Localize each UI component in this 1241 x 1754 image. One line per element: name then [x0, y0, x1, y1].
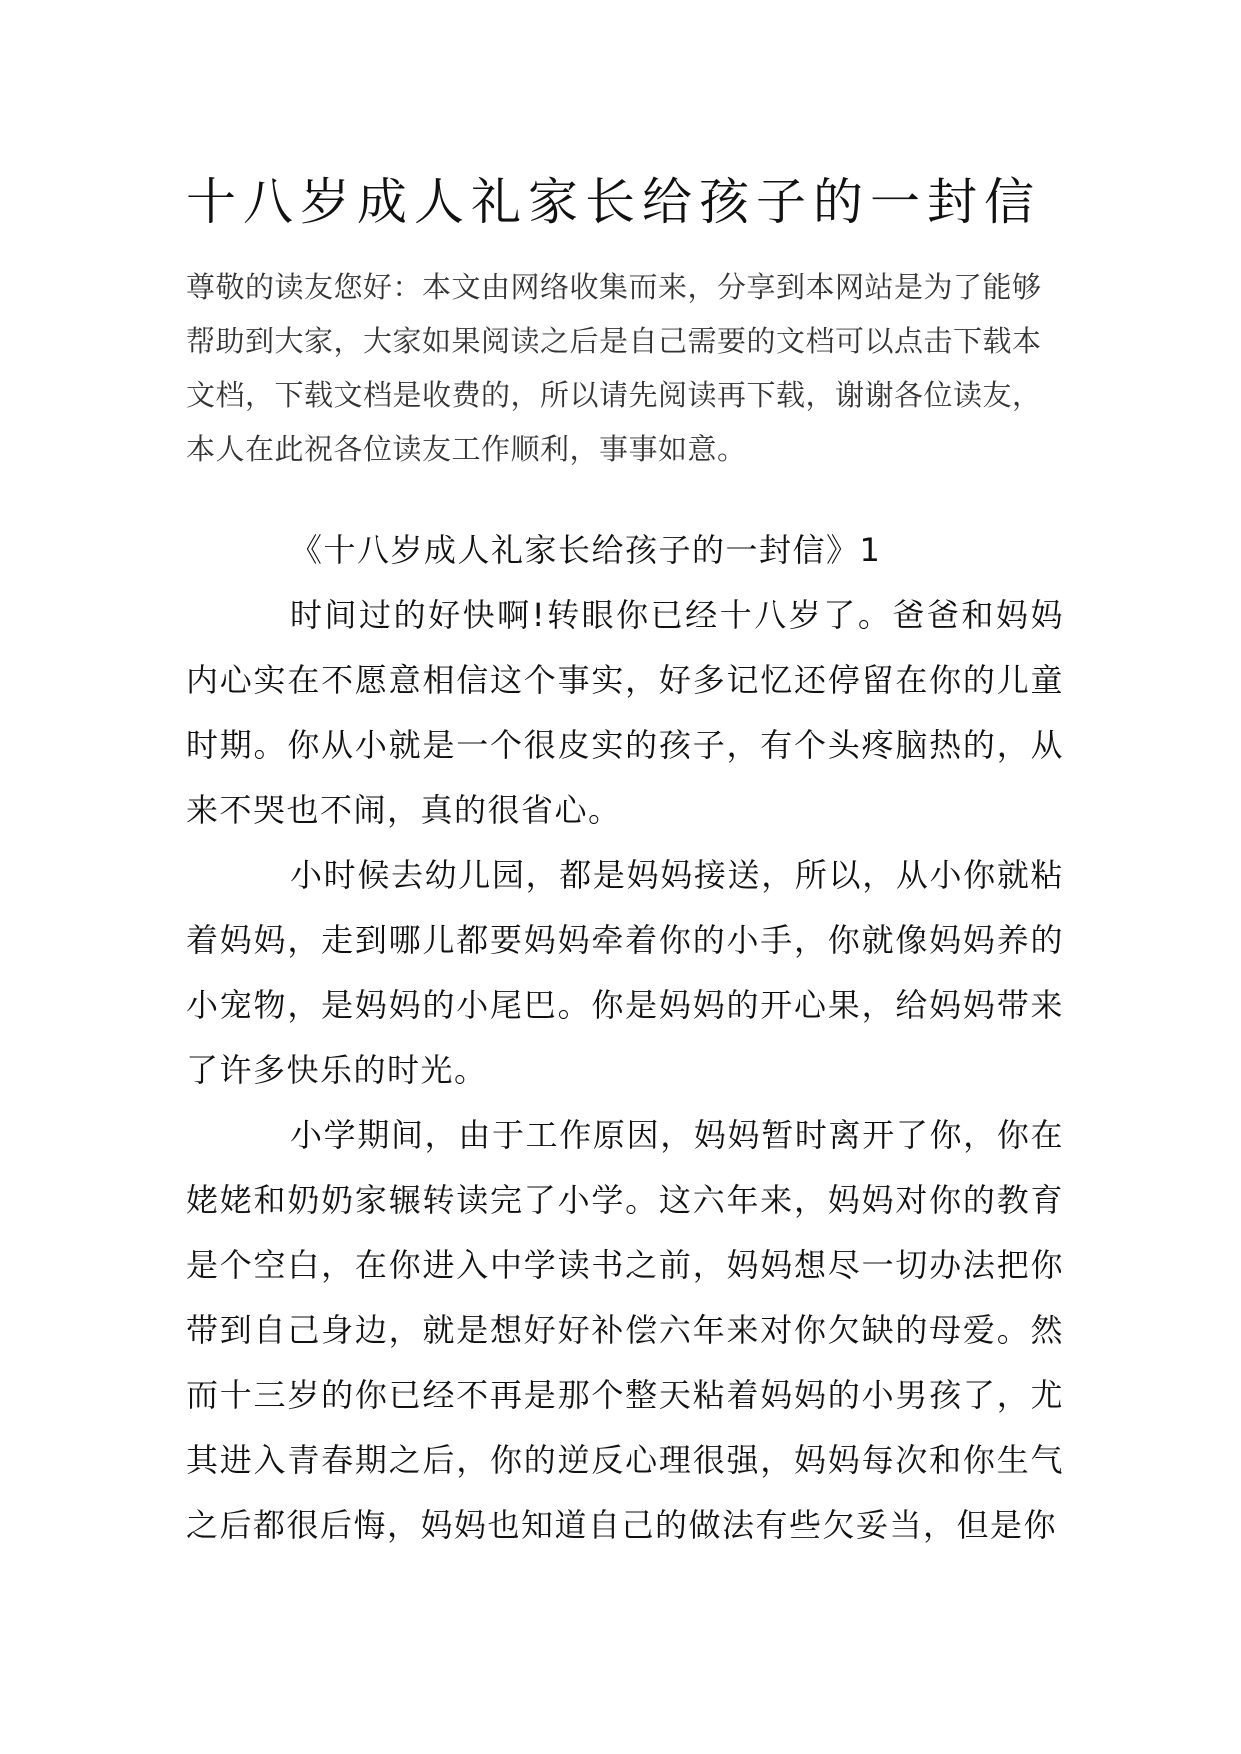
paragraph: 时间过的好快啊!转眼你已经十八岁了。爸爸和妈妈内心实在不愿意相信这个事实，好多记忆还停留在你的儿童时期。你从小就是一个很皮实的孩子，有个头疼脑热的，从来不哭也不闹，真的很省心。: [186, 596, 1064, 829]
paragraph: 小学期间，由于工作原因，妈妈暂时离开了你，你在姥姥和奶奶家辗转读完了小学。这六年来，妈妈对你的教育是个空白，在你进入中学读书之前，妈妈想尽一切办法把你带到自己身边，就是想好好补偿六年来对你欠缺的母爱。然而十三岁的你已经不再是那个整天粘着妈妈的小男孩了，尤其进入青春期之后，你的逆反心理很强，妈妈每次和你生气之后都很后悔，妈妈也知道自己的做法有些欠妥当，但是你: [186, 1116, 1064, 1544]
paragraph: 小时候去幼儿园，都是妈妈接送，所以，从小你就粘着妈妈，走到哪儿都要妈妈牵着你的小手，你就像妈妈养的小宠物，是妈妈的小尾巴。你是妈妈的开心果，给妈妈带来了许多快乐的时光。: [186, 856, 1064, 1089]
reader-notice: 尊敬的读友您好：本文由网络收集而来，分享到本网站是为了能够帮助到大家，大家如果阅读之后是自己需要的文档可以点击下载本文档，下载文档是收费的，所以请先阅读再下载，谢谢各位读友，本人在此祝各位读友工作顺利，事事如意。: [186, 270, 1042, 466]
letter-body: [186, 518, 1064, 1558]
document-title: 十八岁成人礼家长给孩子的一封信: [186, 173, 1041, 231]
letter-heading: 《十八岁成人礼家长给孩子的一封信》1: [290, 531, 882, 569]
